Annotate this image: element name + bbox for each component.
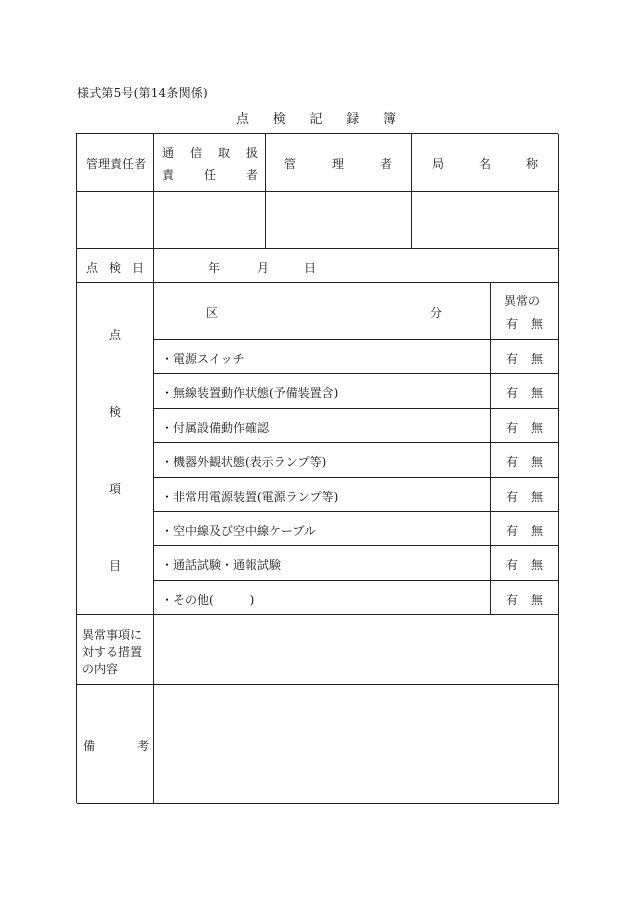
label-char: 考 — [136, 739, 149, 753]
inspection-item-row — [154, 340, 491, 374]
label-char: 信 — [189, 146, 202, 160]
inspection-item-text: ・電源スイッチ — [161, 352, 245, 366]
inspection-date-label — [77, 249, 154, 283]
header-manager — [266, 134, 412, 192]
inspection-item-abnormal[interactable] — [491, 546, 559, 580]
abnormal-no-option[interactable]: 無 — [531, 558, 544, 573]
label-char: 任 — [203, 168, 216, 182]
inspection-item-row — [154, 409, 491, 443]
abnormal-yes-option[interactable]: 有 — [506, 455, 519, 470]
header-manager-responsible — [77, 134, 154, 192]
abnormal-no-option[interactable]: 無 — [531, 386, 544, 401]
entry-station-name[interactable] — [412, 192, 559, 249]
month-label: 月 — [257, 261, 270, 275]
inspection-date-value[interactable] — [154, 249, 559, 283]
abnormal-yes-option[interactable]: 有 — [506, 523, 519, 538]
day-label: 日 — [304, 261, 317, 275]
inspection-item-row — [154, 443, 491, 477]
abnormal-no-option[interactable]: 無 — [531, 420, 544, 435]
label-char: 局 — [432, 157, 445, 171]
form-number-label: 様式第5号(第14条関係) — [77, 86, 208, 100]
title-char: 録 — [346, 112, 360, 127]
title-char: 簿 — [382, 112, 396, 127]
inspection-item-text: ・機器外観状態(表示ランプ等) — [161, 455, 327, 470]
inspection-item-abnormal[interactable] — [491, 340, 559, 374]
label-char: 名 — [478, 157, 491, 171]
abnormal-no-option[interactable]: 無 — [531, 455, 544, 470]
measures-label-line: の内容 — [82, 662, 119, 676]
label-char: 通 — [162, 146, 175, 160]
inspection-item-abnormal[interactable] — [491, 581, 559, 615]
abnormal-yes: 有 — [506, 317, 519, 331]
measures-label-line: 対する措置 — [82, 645, 143, 659]
abnormal-yes-option[interactable]: 有 — [506, 489, 519, 504]
entry-manager-responsible[interactable] — [77, 192, 154, 249]
title-char: 検 — [272, 112, 286, 127]
inspection-item-abnormal[interactable] — [491, 374, 559, 408]
inspection-item-abnormal[interactable] — [491, 512, 559, 546]
inspection-item-text: ・無線装置動作状態(予備装置含) — [161, 386, 339, 401]
abnormal-no-option[interactable]: 無 — [531, 352, 544, 366]
abnormal-no-option[interactable]: 無 — [531, 523, 544, 538]
inspection-item-abnormal[interactable] — [491, 478, 559, 512]
year-label: 年 — [208, 261, 221, 275]
abnormal-no-option[interactable]: 無 — [531, 592, 544, 607]
label-char: 管 — [284, 157, 297, 171]
abnormal-yes-option[interactable]: 有 — [506, 352, 519, 366]
abnormal-yes-option[interactable]: 有 — [506, 558, 519, 573]
abnormal-yes-option[interactable]: 有 — [506, 592, 519, 607]
abnormal-header-line1: 異常の — [504, 294, 541, 308]
label-char: 取 — [217, 146, 230, 160]
inspection-record-table — [76, 133, 558, 803]
inspection-item-text: ・空中線及び空中線ケーブル — [161, 523, 316, 538]
document-title — [236, 108, 396, 127]
label-char: 目 — [108, 559, 121, 573]
inspection-item-row — [154, 512, 491, 546]
inspection-item-row — [154, 581, 491, 615]
abnormal-yes-option[interactable]: 有 — [506, 386, 519, 401]
inspection-item-row — [154, 478, 491, 512]
inspection-item-text: ・付属設備動作確認 — [161, 420, 270, 435]
label-char: 備 — [83, 739, 96, 753]
label-char: 検 — [108, 405, 121, 419]
label-char: 項 — [108, 482, 121, 496]
remarks-label — [77, 685, 154, 804]
label-char: 責 — [110, 157, 123, 171]
inspection-item-abnormal[interactable] — [491, 443, 559, 477]
measures-label-line: 異常事項に — [82, 628, 143, 642]
inspection-items-label — [77, 283, 154, 615]
label-char: 検 — [108, 261, 121, 275]
title-char: 点 — [236, 112, 250, 127]
inspection-item-text: ・その他( ) — [161, 592, 255, 607]
label-char: 理 — [98, 157, 111, 171]
measures-entry[interactable] — [154, 615, 559, 685]
header-comm-handler — [154, 134, 266, 192]
label-char: 任 — [122, 157, 135, 171]
label-char: 者 — [134, 157, 147, 171]
label-char: 扱 — [245, 146, 258, 160]
remarks-entry[interactable] — [154, 685, 559, 804]
category-left-char: 区 — [206, 306, 219, 320]
category-right-char: 分 — [430, 306, 443, 320]
inspection-item-text: ・非常用電源装置(電源ランプ等) — [161, 489, 339, 504]
label-char: 日 — [131, 261, 144, 275]
abnormal-yes-option[interactable]: 有 — [506, 420, 519, 435]
header-station-name — [412, 134, 559, 192]
label-char: 理 — [331, 157, 344, 171]
label-char: 点 — [86, 261, 99, 275]
label-char: 管 — [86, 157, 99, 171]
abnormal-header — [491, 283, 559, 340]
label-char: 者 — [245, 168, 258, 182]
inspection-item-abnormal[interactable] — [491, 409, 559, 443]
abnormal-no: 無 — [531, 317, 544, 331]
abnormal-no-option[interactable]: 無 — [531, 489, 544, 504]
label-char: 称 — [525, 157, 538, 171]
label-char: 者 — [379, 157, 392, 171]
entry-manager[interactable] — [266, 192, 412, 249]
inspection-item-row — [154, 374, 491, 408]
category-header — [154, 283, 491, 340]
inspection-item-row — [154, 546, 491, 580]
measures-label — [77, 615, 154, 685]
entry-comm-handler[interactable] — [154, 192, 266, 249]
label-char: 点 — [108, 328, 121, 342]
label-char: 責 — [162, 168, 175, 182]
title-char: 記 — [309, 112, 323, 127]
inspection-item-text: ・通話試験・通報試験 — [161, 558, 282, 573]
